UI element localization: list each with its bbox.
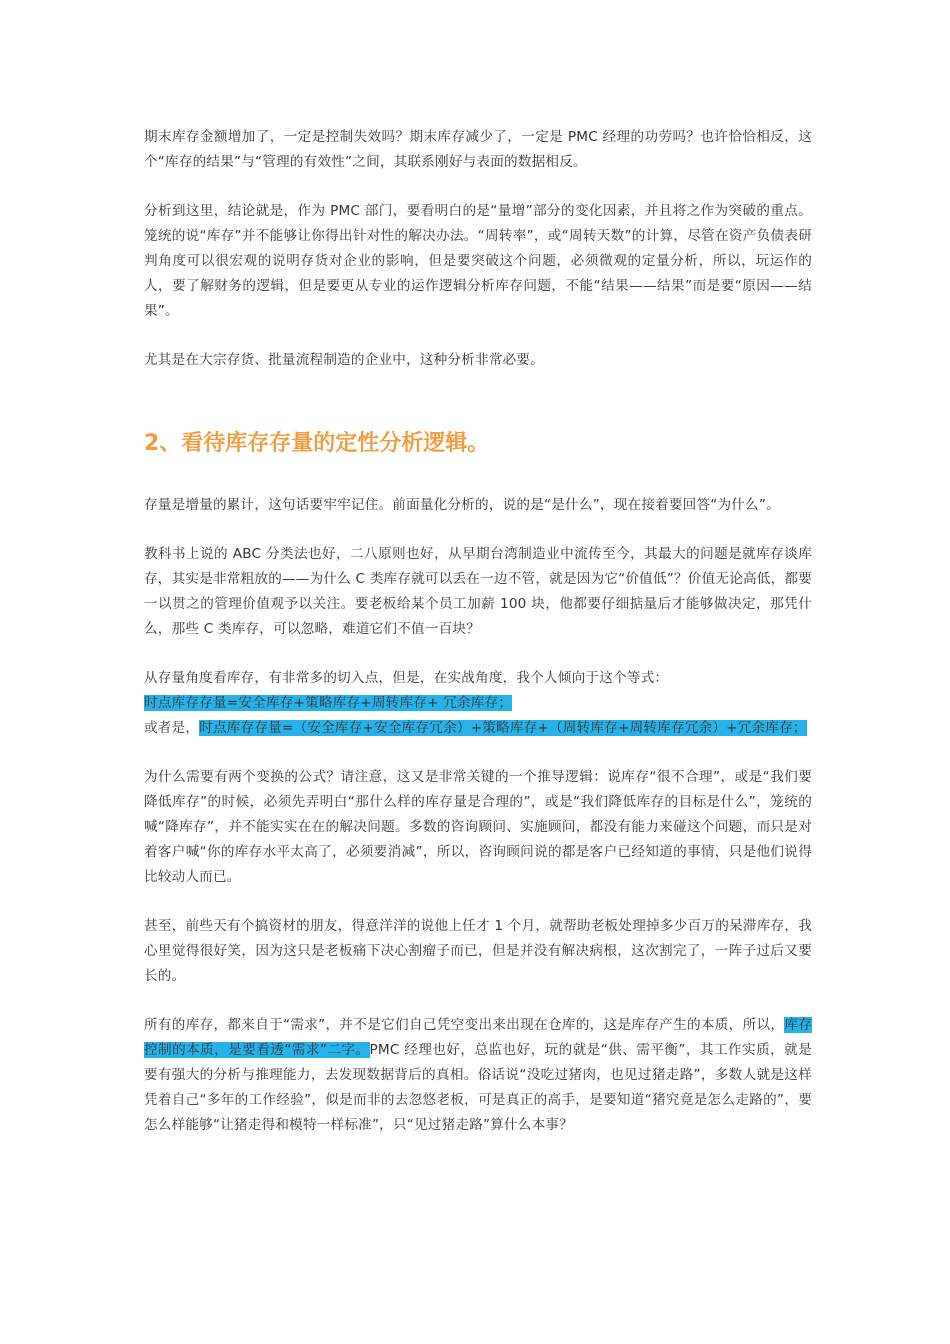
highlight-formula-1: 时点库存存量=安全库存+策略库存+周转库存+ 冗余库存； (144, 695, 513, 711)
paragraph-formula-intro (144, 666, 812, 741)
demand-text-end: PMC 经理也好，总监也好，玩的就是“供、需平衡”，其工作实质，就是要有强大的分析与推理能力，去发现数据背后的真相。俗话说“没吃过猪肉，也见过猪走路”，多数人就是这样凭着自己“多年的工作经验”，似是而非的去忽悠老板，可是真正的高手，是要知道“猪究竟是怎么走路的”，要怎么样能够“让猪走得和模特一样标准”，只“见过猪走路”算什么本事？ (144, 1042, 812, 1133)
document-page (144, 125, 812, 1138)
spacer (144, 518, 812, 542)
spacer (144, 989, 812, 1013)
paragraph-two-formulas: 为什么需要有两个变换的公式？请注意，这又是非常关键的一个推导逻辑：说库存“很不合理”，或是“我们要降低库存”的时候，必须先弄明白“那什么样的库存量是合理的”，或是“我们降低库存的目标是什么”，笼统的喊“降库存”，并不能实实在在的解决问题。多数的咨询顾问、实施顾问，都没有能力来碰这个问题，而只是对着客户喊“你的库存水平太高了，必须要消减”，所以，咨询顾问说的都是客户已经知道的事情，只是他们说得比较动人而已。 (144, 769, 812, 885)
spacer (144, 890, 812, 914)
formula-or-text: 或者是， (144, 720, 200, 736)
highlight-demand: 库存控制的本质，是要看透“需求”二字。 (144, 1017, 812, 1058)
spacer (144, 324, 812, 348)
paragraph-inventory-result: 期末库存金额增加了，一定是控制失效吗？期末库存减少了，一定是 PMC 经理的功劳吗？也许恰恰相反，这个“库存的结果”与“管理的有效性”之间，其联系刚好与表面的数据相反。 (144, 129, 812, 170)
paragraph-friend-anecdote: 甚至，前些天有个搞资材的朋友，得意洋洋的说他上任才 1 个月，就帮助老板处理掉多少百万的呆滞库存，我心里觉得很好笑，因为这只是老板痛下决心割瘤子而已，但是并没有解决病根，这次割完了，一阵子过后又要长的。 (144, 918, 812, 984)
paragraph-bulk-inventory: 尤其是在大宗存货、批量流程制造的企业中，这种分析非常必要。 (144, 352, 545, 368)
formula-intro-text: 从存量角度看库存，有非常多的切入点，但是，在实战角度，我个人倾向于这个等式： (144, 670, 669, 686)
paragraph-stock-accumulation: 存量是增量的累计，这句话要牢牢记住。前面量化分析的，说的是“是什么”，现在接着要回答“为什么”。 (144, 497, 780, 513)
spacer (144, 373, 812, 429)
paragraph-analysis-conclusion: 分析到这里，结论就是，作为 PMC 部门，要看明白的是“量增”部分的变化因素，并且将之作为突破的重点。笼统的说“库存”并不能够让你得出针对性的解决办法。“周转率”，或“周转天数”的计算，尽管在资产负债表研判角度可以很宏观的说明存货对企业的影响，但是要突破这个问题，必须微观的定量分析，所以，玩运作的人，要了解财务的逻辑，但是要更从专业的运作逻辑分析库存问题，不能“结果——结果”而是要“原因——结果”。 (144, 203, 812, 319)
highlight-formula-2: 时点库存存量=（安全库存+安全库存冗余）+策略库存+（周转库存+周转库存冗余）+冗余库存； (199, 720, 807, 736)
spacer (144, 459, 812, 493)
paragraph-abc-method: 教科书上说的 ABC 分类法也好，二八原则也好，从早期台湾制造业中流传至今，其最大的问题是就库存谈库存，其实是非常粗放的——为什么 C 类库存就可以丢在一边不管，就是因为它“价值低”？价值无论高低，都要一以贯之的管理价值观予以关注。要老板给某个员工加薪 100 块，他都要仔细掂量后才能够做决定，那凭什么，那些 C 类库存，可以忽略，难道它们不值一百块？ (144, 546, 812, 637)
spacer (144, 175, 812, 199)
spacer (144, 642, 812, 666)
section-heading: 2、看待库存存量的定性分析逻辑。 (144, 431, 490, 456)
paragraph-demand-essence (144, 1013, 812, 1138)
spacer (144, 741, 812, 765)
demand-text-start: 所有的库存，都来自于“需求”，并不是它们自己凭空变出来出现在仓库的，这是库存产生的本质，所以， (144, 1017, 785, 1033)
